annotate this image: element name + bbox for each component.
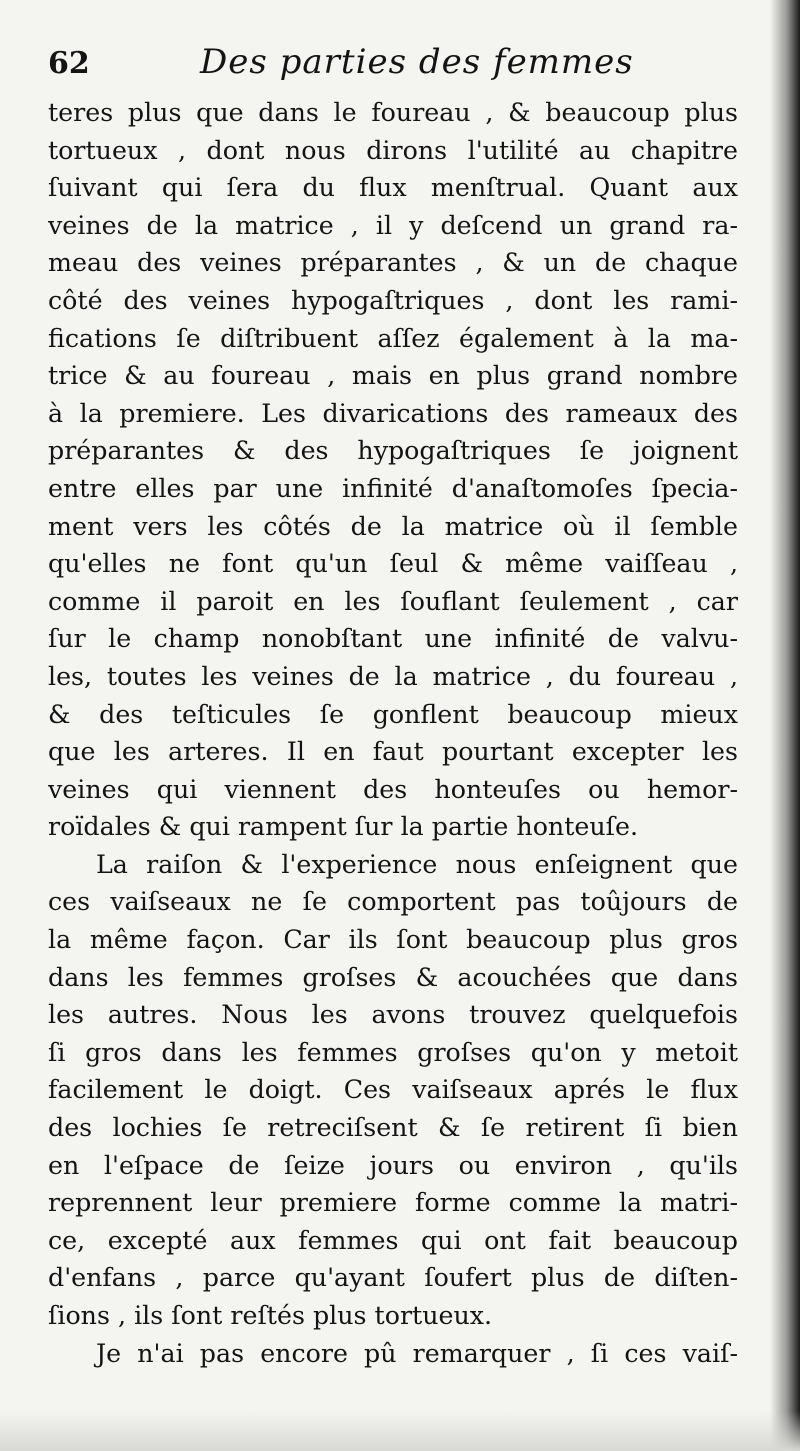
text-line: que les arteres. Il en faut pourtant excepter les	[48, 737, 738, 767]
page-header	[48, 38, 748, 94]
text-line: fications ſe diſtribuent aſſez également à la ma-	[48, 323, 738, 353]
text-line: teres plus que dans le foureau , & beaucoup plus	[48, 98, 738, 127]
text-line: préparantes & des hypogaſtriques ſe joignent	[48, 436, 738, 466]
text-line: ſi gros dans les femmes groſses qu'on y metoit	[48, 1037, 738, 1067]
text-line: veines de la matrice , il y deſcend un grand ra-	[48, 210, 738, 240]
paragraph-first-line: Je n'ai pas encore pû remarquer , ſi ces vaiſ-	[96, 1338, 738, 1368]
text-line: ment vers les côtés de la matrice où il ſemble	[48, 511, 738, 541]
text-line: meau des veines préparantes , & un de chaque	[48, 248, 738, 278]
text-line: trice & au foureau , mais en plus grand nombre	[48, 361, 738, 391]
text-line: côté des veines hypogaſtriques , dont les rami-	[48, 285, 738, 315]
running-head: Des parties des femmes	[200, 42, 634, 82]
text-line: ce, excepté aux femmes qui ont fait beaucoup	[48, 1225, 738, 1255]
text-line: entre elles par une infinité d'anaſtomoſes ſpecia-	[48, 473, 738, 503]
text-line: ſuivant qui ſera du flux menſtrual. Quant aux	[48, 173, 738, 203]
text-line: & des teſticules ſe gonflent beaucoup mieux	[48, 699, 738, 729]
text-line: veines qui viennent des honteuſes ou hemor-	[48, 774, 738, 804]
text-line: d'enfans , parce qu'ayant ſoufert plus de diſten-	[48, 1263, 738, 1293]
text-line: ſions , ils ſont reſtés plus tortueux.	[48, 1301, 493, 1330]
text-line: roïdales & qui rampent ſur la partie honteuſe.	[48, 812, 639, 842]
text-line: reprennent leur premiere forme comme la matri-	[48, 1188, 738, 1218]
text-line: comme il paroit en les ſouflant ſeulement , car	[48, 586, 738, 616]
text-line: tortueux , dont nous dirons l'utilité au chapitre	[48, 135, 738, 165]
paragraph-first-line: La raiſon & l'experience nous enſeignent que	[96, 849, 738, 879]
text-line: facilement le doigt. Ces vaiſseaux aprés le flux	[48, 1075, 738, 1105]
page-number: 62	[48, 46, 90, 81]
page-bottom-margin	[0, 1411, 800, 1451]
text-line: qu'elles ne font qu'un ſeul & même vaiſſeau ,	[48, 549, 738, 579]
text-line: les autres. Nous les avons trouvez quelquefois	[48, 1000, 738, 1030]
text-line: dans les femmes groſses & acouchées que dans	[48, 962, 738, 992]
text-line: en l'eſpace de ſeize jours ou environ , qu'ils	[48, 1150, 738, 1180]
text-line: les, toutes les veines de la matrice , du foureau ,	[48, 661, 738, 691]
text-line: à la premiere. Les divarications des rameaux des	[48, 398, 738, 428]
body-text	[48, 94, 738, 1372]
text-line: ces vaiſseaux ne ſe comportent pas toûjours de	[48, 887, 738, 917]
page-edge-shadow	[770, 0, 800, 1451]
text-line: la même façon. Car ils ſont beaucoup plus gros	[48, 925, 738, 955]
text-line: ſur le champ nonobſtant une infinité de valvu-	[48, 624, 738, 654]
text-line: des lochies ſe retreciſsent & ſe retirent ſi bien	[48, 1113, 738, 1143]
